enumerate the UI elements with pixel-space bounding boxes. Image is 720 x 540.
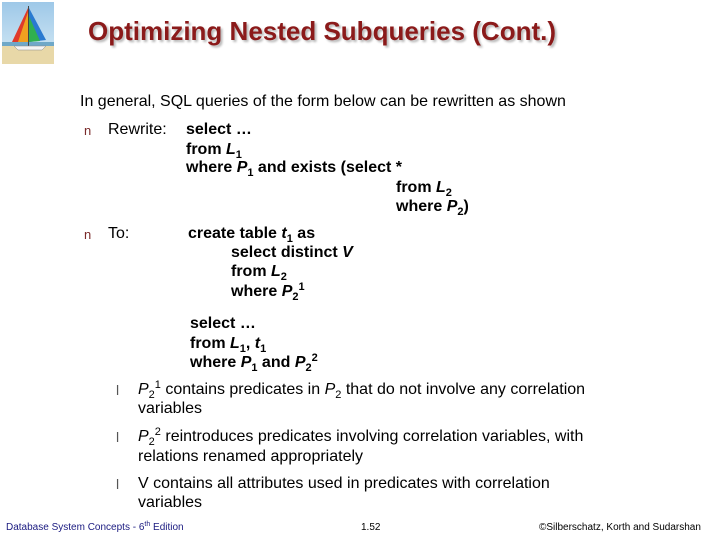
rewrite-line-4: from $L_2$ bbox=[396, 179, 452, 199]
to-line-5: select … bbox=[190, 315, 256, 332]
to-label: To: bbox=[108, 225, 130, 242]
to-line-1: create table $t_1$ as bbox=[188, 225, 316, 245]
rewrite-line-5: where $P_2$) bbox=[396, 198, 469, 218]
rewrite-label: Rewrite: bbox=[108, 121, 167, 138]
to-line-6: from $L_1$, $t_1$ bbox=[190, 335, 267, 355]
to-line-2: select distinct V bbox=[231, 244, 353, 261]
rewrite-line-1: select … bbox=[186, 121, 252, 138]
note-3-line-2: variables bbox=[138, 494, 203, 511]
rewrite-line-3: where $P_1$ and exists (select * bbox=[186, 159, 402, 179]
bullet-icon: n bbox=[84, 123, 92, 138]
note-2-line-2: relations renamed appropriately bbox=[138, 448, 364, 465]
sub-bullet-icon: l bbox=[116, 382, 120, 398]
to-line-7: where $P_1$ and $P_2^2$ bbox=[190, 352, 318, 374]
page-title: Optimizing Nested Subqueries (Cont.) bbox=[88, 16, 557, 46]
to-line-4: where $P_2^1$ bbox=[231, 281, 305, 303]
note-2-line-1: $P_2^2$ reintroduces predicates involving correlation variables, with bbox=[138, 426, 584, 448]
footer-book-title: Database System Concepts - 6th Edition bbox=[6, 521, 184, 533]
note-3-line-1: V contains all attributes used in predicates with correlation bbox=[138, 475, 550, 492]
rewrite-line-2: from $L_1$ bbox=[186, 141, 242, 161]
sailboat-logo bbox=[2, 2, 54, 64]
sub-bullet-icon: l bbox=[116, 476, 120, 492]
footer-page-number: 1.52 bbox=[361, 522, 381, 533]
intro-text: In general, SQL queries of the form below can be rewritten as shown bbox=[80, 93, 566, 110]
note-1-line-1: $P_2^1$ contains predicates in $P_2$ that do not involve any correlation bbox=[138, 379, 586, 401]
to-line-3: from $L_2$ bbox=[231, 263, 287, 283]
footer-copyright: ©Silberschatz, Korth and Sudarshan bbox=[539, 522, 701, 533]
note-1-line-2: variables bbox=[138, 400, 203, 417]
bullet-icon: n bbox=[84, 227, 92, 242]
sub-bullet-icon: l bbox=[116, 429, 120, 445]
